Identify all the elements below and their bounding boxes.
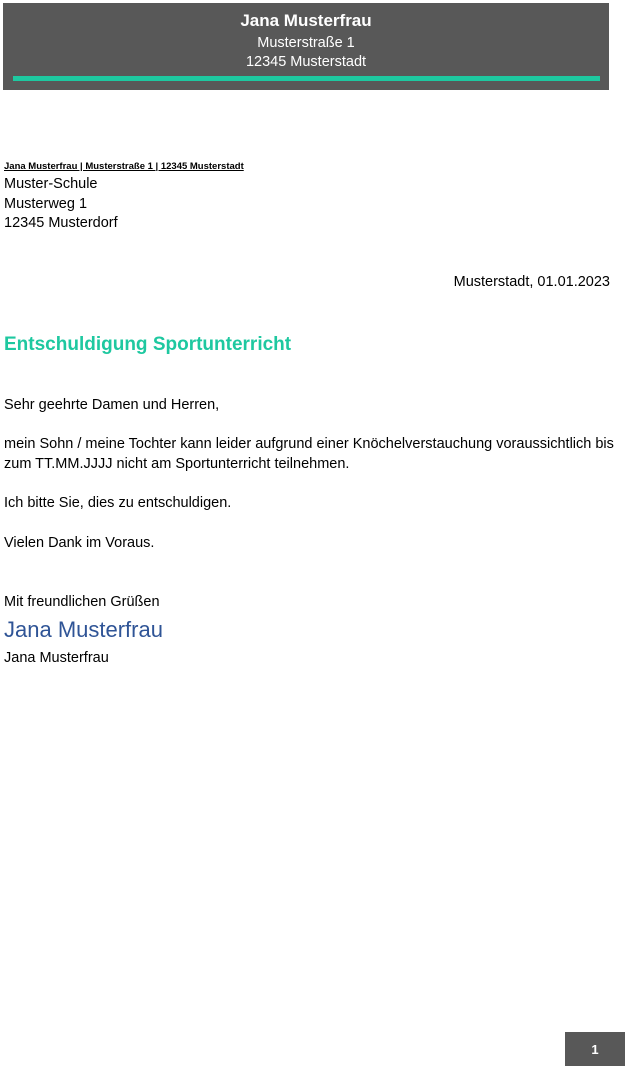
sender-return-address: Jana Musterfrau | Musterstraße 1 | 12345 Musterstadt: [4, 161, 244, 172]
body-paragraph: Ich bitte Sie, dies zu entschuldigen.: [4, 495, 232, 511]
letterhead-accent-bar: [13, 76, 600, 81]
printed-name: Jana Musterfrau: [4, 650, 109, 666]
letterhead-street: Musterstraße 1: [257, 35, 355, 51]
letter-subject: Entschuldigung Sportunterricht: [4, 334, 292, 355]
handwritten-signature: Jana Musterfrau: [4, 617, 163, 642]
recipient-address: [4, 175, 118, 234]
salutation: Sehr geehrte Damen und Herren,: [4, 397, 220, 413]
letter-date: Musterstadt, 01.01.2023: [453, 274, 610, 290]
body-paragraph: Vielen Dank im Voraus.: [4, 535, 155, 551]
closing: Mit freundlichen Grüßen: [4, 594, 160, 610]
body-paragraph: mein Sohn / meine Tochter kann leider aufgrund einer Knöchelverstauchung voraussichtlich bis zum TT.MM.JJJJ nicht am Sportunterricht teilnehmen.: [4, 436, 614, 472]
recipient-name: Muster-Schule: [4, 176, 98, 192]
page-number: 1: [565, 1032, 625, 1066]
recipient-city: 12345 Musterdorf: [4, 215, 118, 231]
letterhead-city: 12345 Musterstadt: [245, 54, 367, 70]
letterhead-name: Jana Musterfrau: [240, 11, 372, 30]
recipient-street: Musterweg 1: [4, 195, 88, 212]
letterhead: [3, 3, 609, 90]
